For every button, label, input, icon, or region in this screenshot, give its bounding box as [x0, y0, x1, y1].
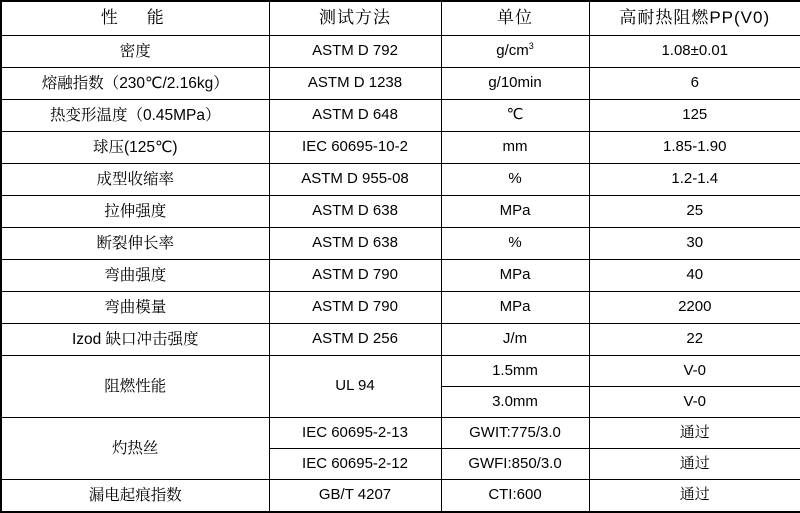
property-value: V-0 [589, 387, 800, 418]
column-header-value: 高耐热阻燃PP(V0) [589, 1, 800, 36]
unit-exponent: 3 [528, 41, 534, 52]
property-value: 1.85-1.90 [589, 132, 800, 164]
test-method: GB/T 4207 [269, 480, 441, 513]
test-method: ASTM D 648 [269, 100, 441, 132]
table-row [1, 292, 800, 324]
property-value: 通过 [589, 418, 800, 449]
test-method: ASTM D 1238 [269, 68, 441, 100]
property-value: 通过 [589, 480, 800, 513]
table-row [1, 324, 800, 356]
property-value: 40 [589, 260, 800, 292]
property-name: 球压(125℃) [1, 132, 269, 164]
table-row [1, 132, 800, 164]
unit-cell: 1.5mm [441, 356, 589, 387]
test-method: ASTM D 792 [269, 36, 441, 68]
unit-cell: MPa [441, 196, 589, 228]
property-name: 拉伸强度 [1, 196, 269, 228]
unit-cell: mm [441, 132, 589, 164]
table-row [1, 260, 800, 292]
table-row [1, 228, 800, 260]
property-name-flame: 阻燃性能 [1, 356, 269, 418]
property-name: 热变形温度（0.45MPa） [1, 100, 269, 132]
table-row [1, 68, 800, 100]
unit-cell: MPa [441, 260, 589, 292]
unit-cell: 3.0mm [441, 387, 589, 418]
table-row [1, 480, 800, 513]
table-row [1, 36, 800, 68]
property-value: 1.2-1.4 [589, 164, 800, 196]
property-name: 弯曲模量 [1, 292, 269, 324]
table-row [1, 418, 800, 449]
unit-cell: ℃ [441, 100, 589, 132]
test-method: ASTM D 790 [269, 260, 441, 292]
table-row [1, 356, 800, 387]
test-method: IEC 60695-10-2 [269, 132, 441, 164]
unit-cell: % [441, 228, 589, 260]
unit-cell [441, 36, 589, 68]
test-method: ASTM D 638 [269, 228, 441, 260]
property-value: 2200 [589, 292, 800, 324]
property-name: 漏电起痕指数 [1, 480, 269, 513]
table-row [1, 164, 800, 196]
column-header-unit: 单位 [441, 1, 589, 36]
property-name-glow-wire: 灼热丝 [1, 418, 269, 480]
column-header-property: 性 能 [1, 1, 269, 36]
property-name: 熔融指数（230℃/2.16kg） [1, 68, 269, 100]
table-row [1, 100, 800, 132]
property-value: 25 [589, 196, 800, 228]
property-value: 22 [589, 324, 800, 356]
test-method-flame: UL 94 [269, 356, 441, 418]
unit-cell: CTI:600 [441, 480, 589, 513]
test-method: IEC 60695-2-12 [269, 449, 441, 480]
unit-cell: GWIT:775/3.0 [441, 418, 589, 449]
test-method: IEC 60695-2-13 [269, 418, 441, 449]
property-value: 1.08±0.01 [589, 36, 800, 68]
test-method: ASTM D 256 [269, 324, 441, 356]
unit-text: g/cm [496, 42, 529, 60]
property-value: V-0 [589, 356, 800, 387]
property-name: 断裂伸长率 [1, 228, 269, 260]
property-name: 密度 [1, 36, 269, 68]
property-value: 30 [589, 228, 800, 260]
property-name: 成型收缩率 [1, 164, 269, 196]
unit-cell: % [441, 164, 589, 196]
column-header-method: 测试方法 [269, 1, 441, 36]
property-name: Izod 缺口冲击强度 [1, 324, 269, 356]
table-body [1, 36, 800, 513]
test-method: ASTM D 638 [269, 196, 441, 228]
property-name: 弯曲强度 [1, 260, 269, 292]
table-row [1, 196, 800, 228]
unit-cell: GWFI:850/3.0 [441, 449, 589, 480]
test-method: ASTM D 790 [269, 292, 441, 324]
property-value: 125 [589, 100, 800, 132]
table-head [1, 1, 800, 36]
property-value: 6 [589, 68, 800, 100]
unit-cell: J/m [441, 324, 589, 356]
test-method: ASTM D 955-08 [269, 164, 441, 196]
table-header-row [1, 1, 800, 36]
unit-cell: MPa [441, 292, 589, 324]
property-value: 通过 [589, 449, 800, 480]
unit-cell: g/10min [441, 68, 589, 100]
